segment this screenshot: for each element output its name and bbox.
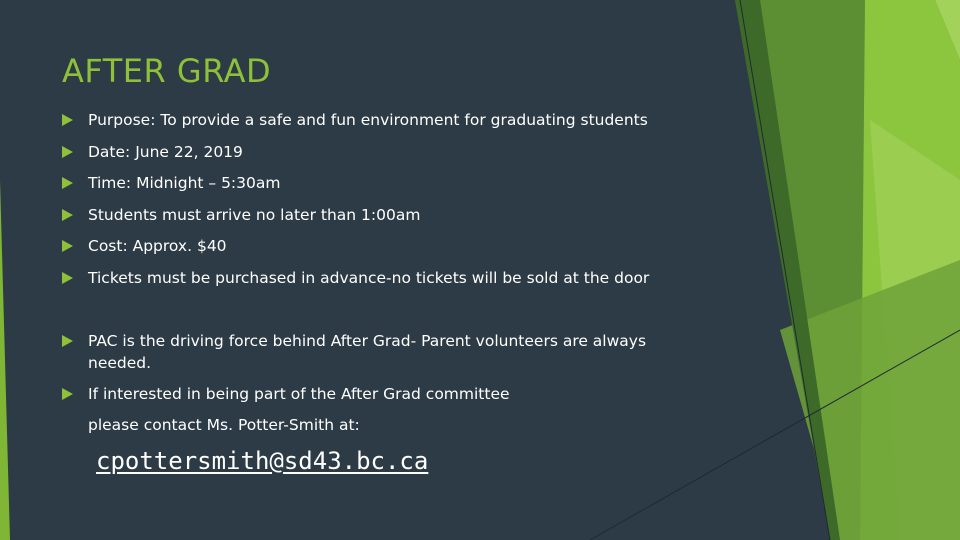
bullet-item xyxy=(62,235,702,257)
bullet-arrow-icon xyxy=(62,272,73,284)
bullet-purpose: Purpose: To provide a safe and fun environment for graduating students xyxy=(88,111,648,129)
bullet-arrow-icon xyxy=(62,240,73,252)
bullet-arrow-icon xyxy=(62,335,73,347)
bullet-item xyxy=(62,109,702,131)
bullet-arrow-icon xyxy=(62,177,73,189)
bullet-item xyxy=(62,330,702,374)
bullet-interest: If interested in being part of the After Grad committee xyxy=(88,385,510,403)
bullet-date: Date: June 22, 2019 xyxy=(88,143,243,161)
bullet-time: Time: Midnight – 5:30am xyxy=(88,174,281,192)
bullet-arrival: Students must arrive no later than 1:00am xyxy=(88,206,421,224)
left-edge-shape xyxy=(0,180,10,540)
bullet-arrow-icon xyxy=(62,209,73,221)
bullet-arrow-icon xyxy=(62,114,73,126)
bullet-item xyxy=(62,267,702,289)
slide-title: AFTER GRAD xyxy=(62,52,272,90)
bullet-item xyxy=(62,204,702,226)
email-link[interactable]: cpottersmith@sd43.bc.ca xyxy=(96,447,429,475)
bullet-tickets: Tickets must be purchased in advance-no tickets will be sold at the door xyxy=(88,269,650,287)
bullet-item xyxy=(62,383,702,405)
bullet-arrow-icon xyxy=(62,388,73,400)
bullet-item xyxy=(62,141,702,163)
contact-line: please contact Ms. Potter-Smith at: xyxy=(88,416,360,434)
bullet-arrow-icon xyxy=(62,146,73,158)
bullet-item xyxy=(62,172,702,194)
bullet-pac: PAC is the driving force behind After Grad- Parent volunteers are always needed. xyxy=(88,332,647,372)
bullet-cost: Cost: Approx. $40 xyxy=(88,237,227,255)
